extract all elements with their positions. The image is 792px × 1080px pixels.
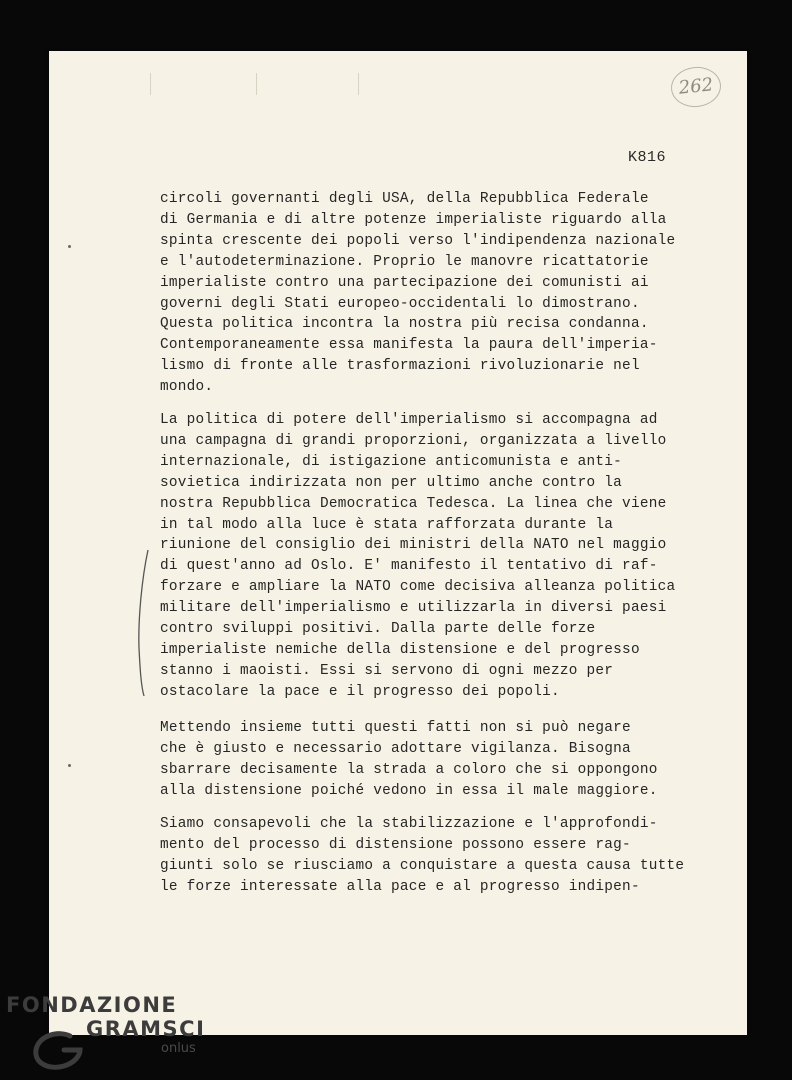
text-line: ostacolare la pace e il progresso dei popoli. [160,683,560,700]
text-line: mento del processo di distensione possono essere rag- [160,836,631,853]
text-line: e l'autodeterminazione. Proprio le manovre ricattatorie [160,253,649,270]
margin-dot [68,764,71,767]
text-line: sovietica indirizzata non per ultimo anche contro la [160,474,623,491]
text-line: forzare e ampliare la NATO come decisiva alleanza politica [160,579,676,596]
text-line: una campagna di grandi proporzioni, organizzata a livello [160,432,667,449]
text-line: giunti solo se riusciamo a conquistare a questa causa tutte [160,857,685,874]
text-line: Siamo consapevoli che la stabilizzazione e l'approfondi- [160,816,658,832]
text-line: le forze interessate alla pace e al progresso indipen- [160,878,640,895]
text-line: imperialiste contro una partecipazione dei comunisti ai [160,274,649,291]
fold-mark [150,73,151,95]
text-line: riunione del consiglio dei ministri della NATO nel maggio [160,537,667,554]
text-line: nostra Repubblica Democratica Tedesca. La linea che viene [160,495,667,512]
text-line: circoli governanti degli USA, della Repubblica Federale [160,191,649,207]
watermark-line-3: onlus [161,1041,196,1056]
text-line: mondo. [160,379,214,396]
handwritten-page-number: 262 [669,64,723,109]
paragraph-4 [160,814,700,898]
document-code: K816 [628,149,667,166]
paragraph-2 [160,410,700,703]
margin-bracket-mark [130,548,154,698]
watermark-line-1: FONDAZIONE [6,993,178,1017]
text-line: spinta crescente dei popoli verso l'indipendenza nazionale [160,232,676,249]
text-line: di Germania e di altre potenze imperialiste riguardo alla [160,211,667,228]
text-line: militare dell'imperialismo e utilizzarla in diversi paesi [160,600,667,617]
text-line: Contemporaneamente essa manifesta la paura dell'imperia- [160,337,658,354]
fold-mark [358,73,359,95]
text-line: alla distensione poiché vedono in essa il male maggiore. [160,782,658,799]
text-line: lismo di fronte alle trasformazioni rivoluzionarie nel [160,358,640,375]
text-line: La politica di potere dell'imperialismo si accompagna ad [160,412,658,428]
text-line: in tal modo alla luce è stata rafforzata durante la [160,516,614,533]
foundation-logo-icon [30,1028,88,1072]
text-line: che è giusto e necessario adottare vigilanza. Bisogna [160,740,631,757]
watermark-line-2: GRAMSCI [86,1017,206,1041]
text-line: di quest'anno ad Oslo. E' manifesto il tentativo di raf- [160,558,658,575]
text-line: governi degli Stati europeo-occidentali lo dimostrano. [160,295,640,312]
paragraph-3 [160,718,700,802]
text-line: Mettendo insieme tutti questi fatti non si può negare [160,720,631,736]
margin-dot [68,245,71,248]
text-line: stanno i maoisti. Essi si servono di ogni mezzo per [160,662,614,679]
text-line: contro sviluppi positivi. Dalla parte delle forze [160,621,596,638]
text-line: Questa politica incontra la nostra più recisa condanna. [160,316,649,333]
fold-mark [256,73,257,95]
paragraph-1 [160,189,700,398]
text-line: imperialiste nemiche della distensione e del progresso [160,641,640,658]
text-line: sbarrare decisamente la strada a coloro che si oppongono [160,761,658,778]
text-line: internazionale, di istigazione anticomunista e anti- [160,453,623,470]
